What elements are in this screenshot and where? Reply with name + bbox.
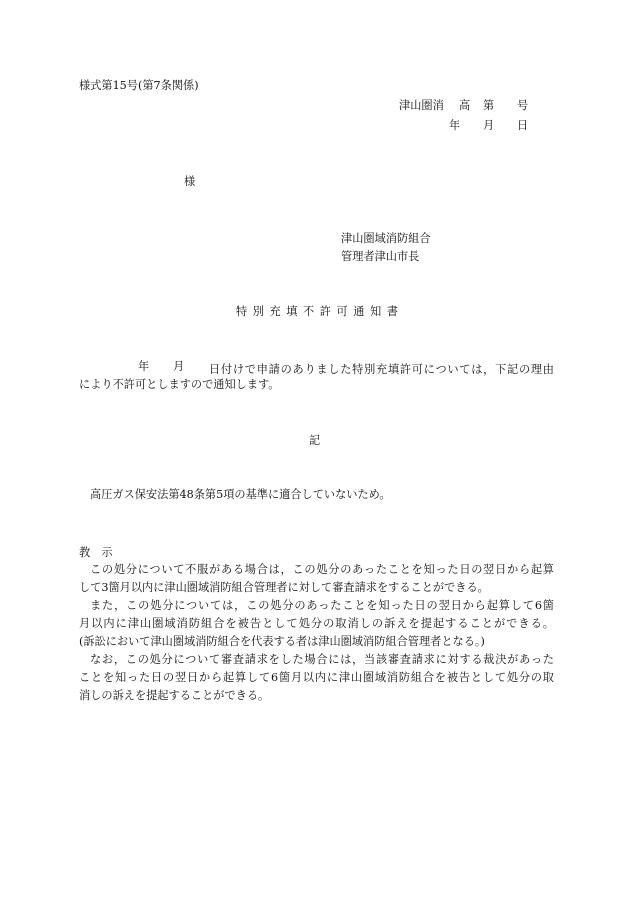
doc-number-gou: 号 — [517, 99, 529, 112]
document-title: 特 別 充 填 不 許 可 通 知 書 — [236, 305, 399, 318]
body-line-1-text: 日付けで申請のありました特別充填許可については，下記の理由 — [209, 363, 554, 376]
notice-line: この処分について不服がある場合は，この処分のあったことを知った日の翌日から起算 — [90, 563, 554, 576]
notice-line: 消しの訴えを提起することができる。 — [79, 689, 270, 702]
doc-number-kou: 高 — [459, 99, 471, 112]
notice-line: 月以内に津山圏域消防組合を被告として処分の取消しの訴えを提起することができる。 — [79, 617, 554, 630]
body-year: 年 — [138, 360, 150, 373]
sender-manager: 管理者津山市長 — [341, 250, 420, 263]
doc-number-org: 津山圏消 — [399, 99, 444, 112]
issue-date-year: 年 — [449, 119, 461, 132]
notice-line: ことを知った日の翌日から起算して6箇月以内に津山圏域消防組合を被告として処分の取 — [79, 671, 554, 684]
body-month: 月 — [173, 360, 185, 373]
reason-text: 高圧ガス保安法第48条第5項の基準に適合していないため。 — [90, 488, 391, 501]
ki-heading: 記 — [309, 434, 321, 447]
form-label: 様式第15号(第7条関係) — [79, 79, 199, 92]
notice-body — [79, 561, 554, 705]
doc-number-dai: 第 — [483, 99, 495, 112]
notice-heading: 教 示 — [79, 546, 113, 559]
notice-line: また，この処分については，この処分のあったことを知った日の翌日から起算して6箇 — [90, 599, 554, 612]
sender-organization: 津山圏域消防組合 — [341, 232, 431, 245]
addressee-suffix: 様 — [184, 175, 196, 188]
body-line-2: により不許可としますので通知します。 — [79, 378, 280, 391]
body-line-1 — [209, 361, 554, 379]
issue-date-day: 日 — [517, 119, 529, 132]
notice-line: (訴訟において津山圏域消防組合を代表する者は津山圏域消防組合管理者となる。) — [79, 635, 485, 648]
notice-line: なお，この処分について審査請求をした場合には，当該審査請求に対する裁決があった — [90, 653, 554, 666]
notice-line: して3箇月以内に津山圏域消防組合管理者に対して審査請求をすることができる。 — [79, 581, 489, 594]
issue-date-month: 月 — [483, 119, 495, 132]
